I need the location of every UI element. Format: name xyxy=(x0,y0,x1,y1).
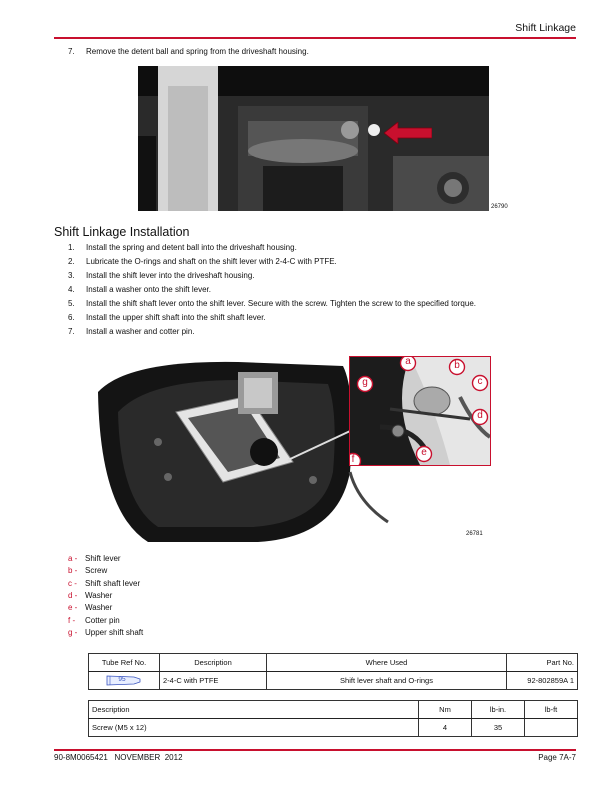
callout-label: f xyxy=(351,454,355,465)
callout-e xyxy=(415,445,433,466)
tube-ref-cell xyxy=(89,672,160,690)
legend-label: Shift shaft lever xyxy=(85,578,141,588)
figure-legend xyxy=(68,553,268,641)
step-text: Install a washer onto the shift lever. xyxy=(86,285,211,294)
description-cell: 2-4-C with PTFE xyxy=(160,672,267,690)
figure-driveshaft-photo xyxy=(138,66,489,211)
step-text: Install the upper shift shaft into the shift shaft lever. xyxy=(86,313,266,322)
step-number: 2. xyxy=(68,257,75,266)
callout-c xyxy=(471,374,489,397)
legend-item xyxy=(68,553,268,565)
step-item xyxy=(68,299,568,309)
table-header-row xyxy=(89,701,578,719)
figure-number: 26790 xyxy=(491,204,508,210)
col-header: Description xyxy=(89,701,419,719)
lb-in-cell: 35 xyxy=(472,719,525,737)
part-number-cell: 92-802859A 1 xyxy=(507,672,578,690)
callout-label: a xyxy=(405,356,411,367)
red-arrow-icon xyxy=(384,122,432,144)
callout-b xyxy=(448,358,466,381)
nm-cell: 4 xyxy=(419,719,472,737)
tube-ref-number: 95 xyxy=(118,676,126,683)
step-text: Install the shift lever into the driveshaft housing. xyxy=(86,271,255,280)
step-number: 5. xyxy=(68,299,75,308)
header-title: Shift Linkage xyxy=(515,22,576,34)
callout-label: e xyxy=(421,447,427,458)
legend-label: Washer xyxy=(85,590,113,600)
legend-key: d - xyxy=(68,590,78,600)
legend-item xyxy=(68,590,268,602)
step-number: 6. xyxy=(68,313,75,322)
step-item xyxy=(68,257,568,267)
table-row xyxy=(89,672,578,690)
legend-label: Cotter pin xyxy=(85,615,120,625)
legend-key: f - xyxy=(68,615,76,625)
callout-d xyxy=(471,408,489,431)
step-number: 1. xyxy=(68,243,75,252)
torque-table xyxy=(88,700,578,737)
callout-f xyxy=(349,452,362,466)
callout-label: c xyxy=(477,376,483,387)
legend-label: Upper shift shaft xyxy=(85,627,144,637)
tube-icon xyxy=(106,675,142,686)
col-header: Where Used xyxy=(267,654,507,672)
step-text: Install the spring and detent ball into the driveshaft housing. xyxy=(86,243,297,252)
installation-steps xyxy=(68,243,568,343)
step-text: Install the shift shaft lever onto the shift lever. Secure with the screw. Tighten the screw to the specified torque. xyxy=(86,299,476,308)
col-header: lb-in. xyxy=(472,701,525,719)
step-text: Lubricate the O-rings and shaft on the shift lever with 2-4-C with PTFE. xyxy=(86,257,337,266)
col-header: Tube Ref No. xyxy=(89,654,160,672)
step-number: 3. xyxy=(68,271,75,280)
col-header: Part No. xyxy=(507,654,578,672)
step-item xyxy=(68,327,568,337)
col-header: Nm xyxy=(419,701,472,719)
step-number: 7. xyxy=(68,47,75,56)
description-cell: Screw (M5 x 12) xyxy=(89,719,419,737)
col-header: lb-ft xyxy=(525,701,578,719)
step-item xyxy=(68,285,568,295)
callout-a xyxy=(399,356,417,377)
callout-label: d xyxy=(477,410,483,421)
removal-step xyxy=(68,47,548,57)
step-number: 7. xyxy=(68,327,75,336)
callout-g xyxy=(356,375,374,398)
legend-key: c - xyxy=(68,578,77,588)
header-divider xyxy=(54,37,576,39)
legend-item xyxy=(68,578,268,590)
table-header-row xyxy=(89,654,578,672)
footer-document-id: 90-8M0065421 NOVEMBER 2012 xyxy=(54,753,183,762)
step-item xyxy=(68,243,568,253)
figure-number: 26781 xyxy=(466,531,483,537)
legend-label: Washer xyxy=(85,603,113,613)
legend-item xyxy=(68,565,268,577)
legend-item xyxy=(68,615,268,627)
legend-label: Shift lever xyxy=(85,554,121,563)
legend-key: a - xyxy=(68,554,78,563)
step-item xyxy=(68,271,568,281)
footer-page-number: Page 7A-7 xyxy=(538,753,576,762)
footer-divider xyxy=(54,749,576,751)
legend-key: e - xyxy=(68,603,78,613)
section-title: Shift Linkage Installation xyxy=(54,225,190,239)
figure-shift-linkage xyxy=(88,352,490,542)
legend-item xyxy=(68,627,268,639)
step-number: 4. xyxy=(68,285,75,294)
callout-label: b xyxy=(454,360,460,371)
step-text: Remove the detent ball and spring from the driveshaft housing. xyxy=(86,47,309,56)
inset-detail xyxy=(349,356,491,466)
where-used-cell: Shift lever shaft and O-rings xyxy=(267,672,507,690)
driveshaft-photo-illustration xyxy=(138,66,489,211)
lubricant-table xyxy=(88,653,578,690)
legend-label: Screw xyxy=(85,566,108,576)
col-header: Description xyxy=(160,654,267,672)
legend-key: g - xyxy=(68,627,78,637)
callout-label: g xyxy=(362,377,368,388)
step-item xyxy=(68,313,568,323)
legend-key: b - xyxy=(68,566,78,576)
legend-item xyxy=(68,602,268,614)
step-text: Install a washer and cotter pin. xyxy=(86,327,195,336)
table-row xyxy=(89,719,578,737)
lb-ft-cell xyxy=(525,719,578,737)
